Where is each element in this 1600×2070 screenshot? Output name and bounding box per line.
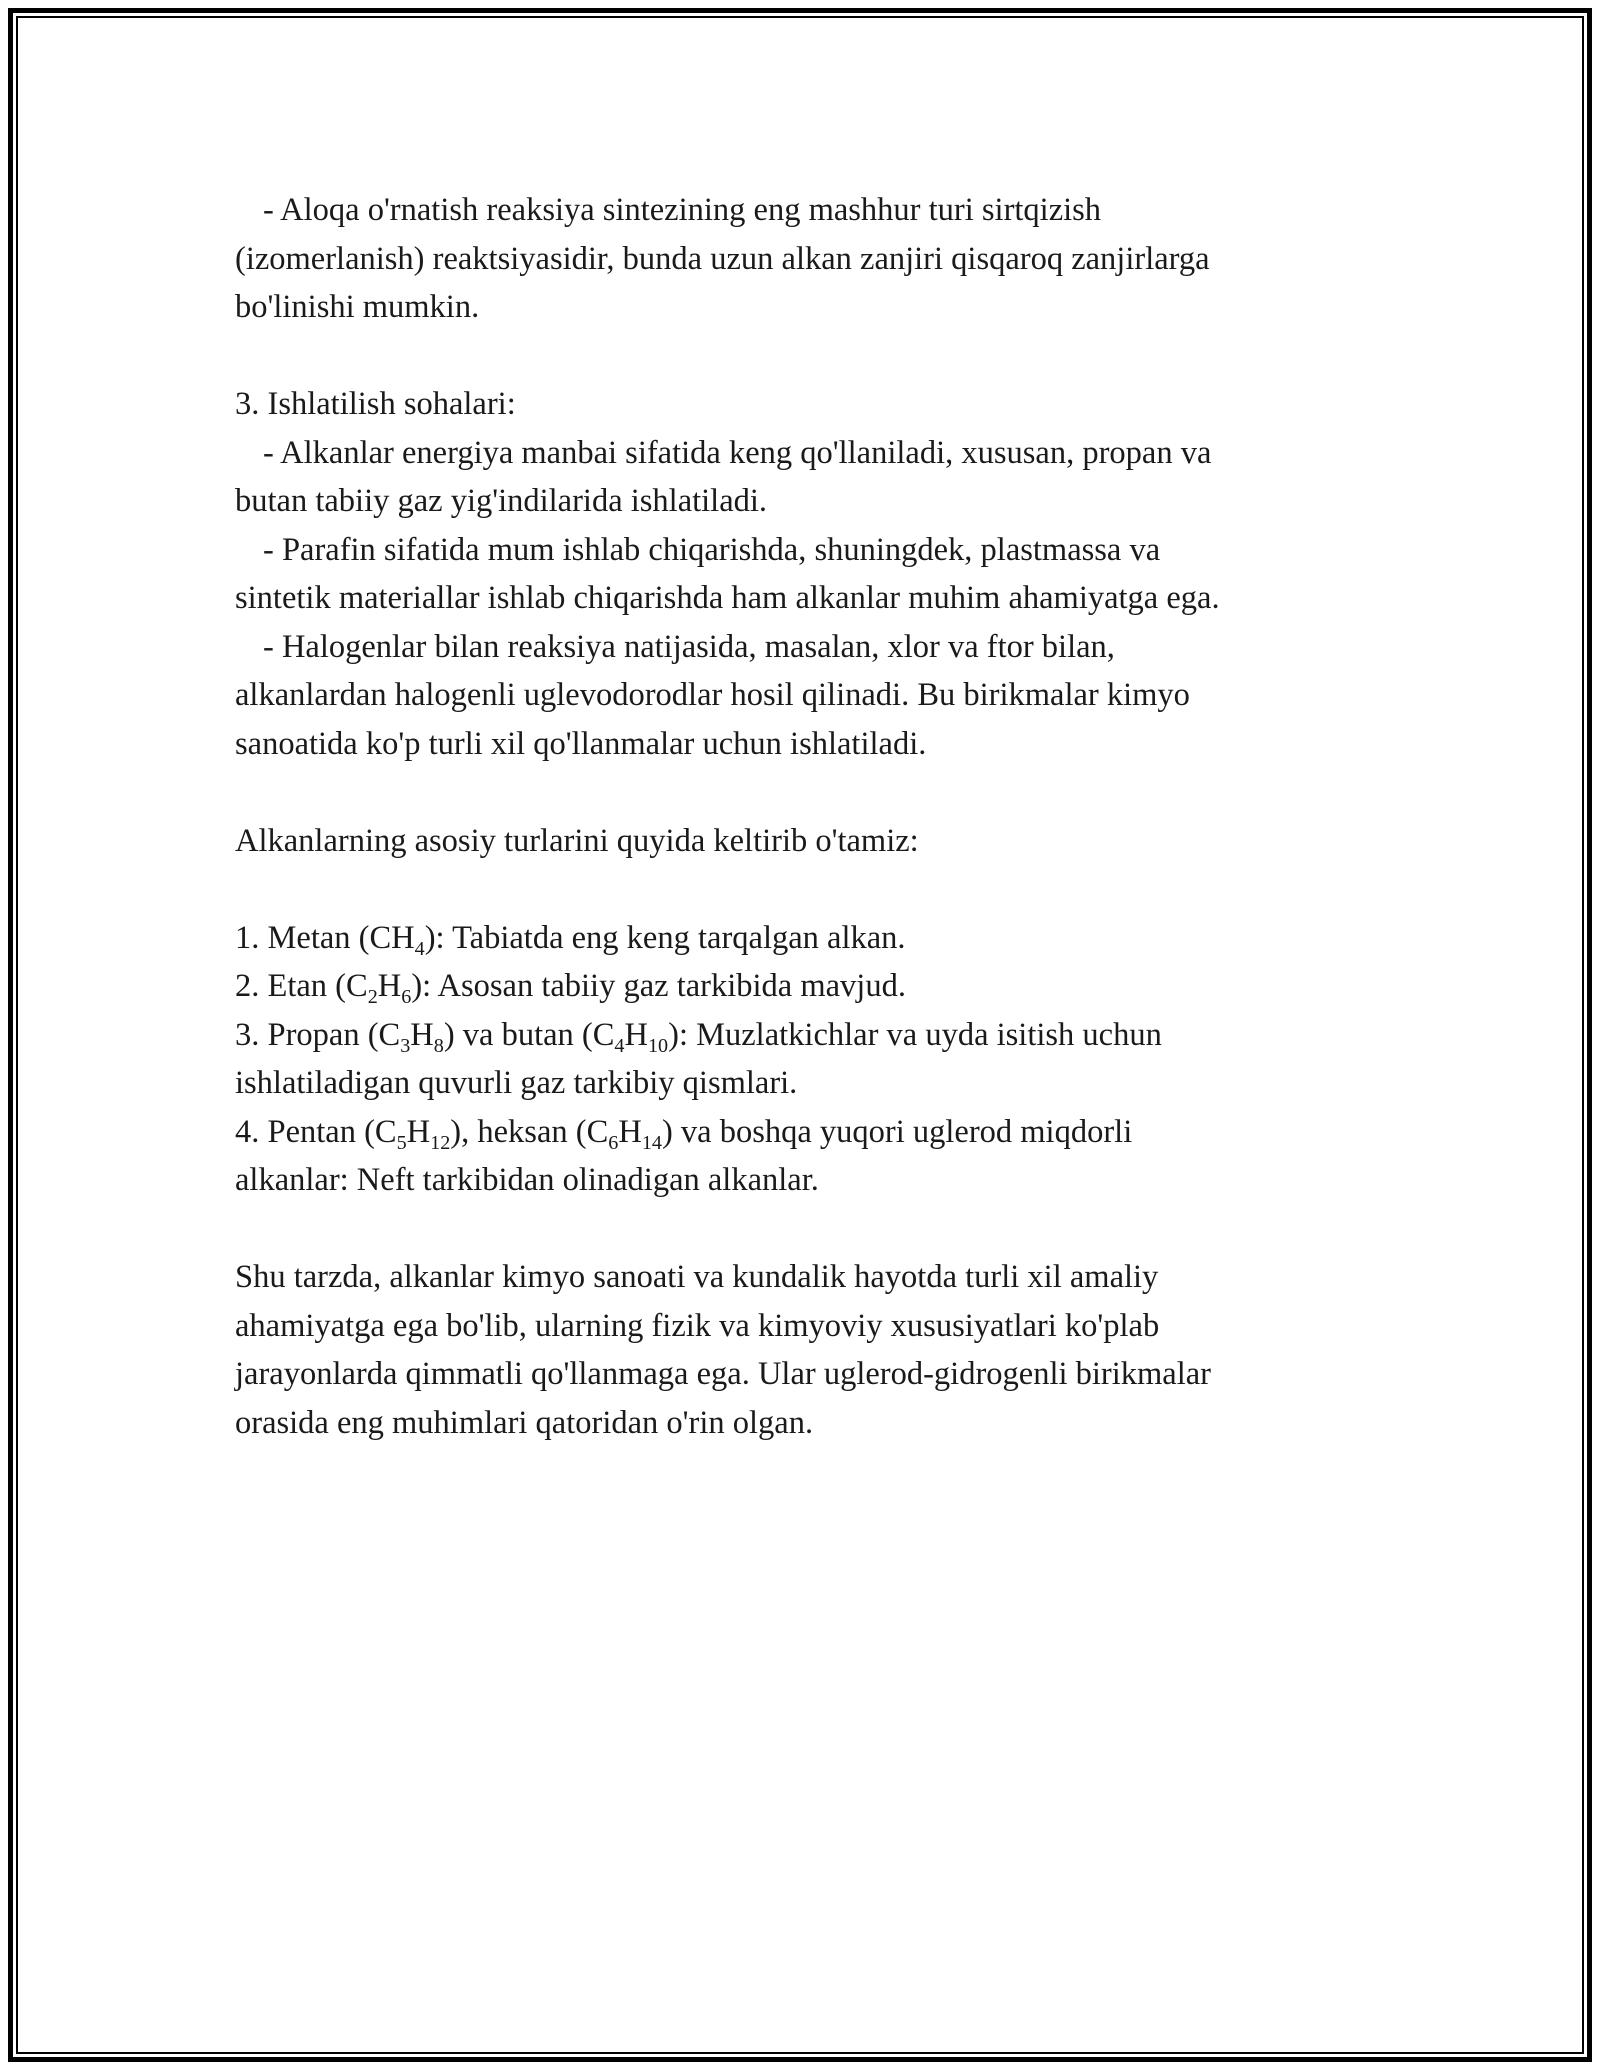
type-item-propan-butan: 3. Propan $(C_3H_8)$ va butan $(C_4H_{10})$: Muzlatkichlar va uyda isitish uchun — [235, 1016, 1162, 1057]
blank-line — [235, 768, 1365, 817]
type-item-pentan-heksan-line2: alkanlar: Neft tarkibidan olinadigan alkanlar. — [235, 1162, 819, 1198]
para1-line1: - Aloqa o'rnatish reaksiya sintezining eng mashhur turi sirtqizish — [263, 192, 1102, 228]
blank-line — [235, 332, 1365, 381]
blank-line — [235, 865, 1365, 914]
section3-bullet3-line1: - Halogenlar bilan reaksiya natijasida, masalan, xlor va ftor bilan, — [263, 628, 1115, 665]
conclusion-line4: orasida eng muhimlari qatoridan o'rin olgan. — [235, 1404, 814, 1441]
section3-bullet3-line3: sanoatida ko'p turli xil qo'llanmalar uchun ishlatiladi. — [235, 725, 927, 762]
conclusion-line3: jarayonlarda qimmatli qo'llanmaga ega. Ular uglerod-gidrogenli birikmalar — [235, 1356, 1211, 1392]
para1-line2: (izomerlanish) reaktsiyasidir, bunda uzun alkan zanjiri qisqaroq zanjirlarga — [235, 240, 1210, 277]
blank-line — [235, 1205, 1365, 1254]
para1-line3: bo'linishi mumkin. — [235, 289, 480, 325]
conclusion-line1: Shu tarzda, alkanlar kimyo sanoati va kundalik hayotda turli xil amaliy — [235, 1259, 1159, 1295]
type-item-propan-butan-line2: ishlatiladigan quvurli gaz tarkibiy qismlari. — [235, 1065, 798, 1101]
type-item-etan: 2. Etan $(C_2H_6)$: Asosan tabiiy gaz tarkibida mavjud. — [235, 968, 906, 1009]
section3-bullet1-line2: butan tabiiy gaz yig'indilarida ishlatiladi. — [235, 483, 768, 519]
document-body — [235, 186, 1365, 1447]
type-item-pentan-heksan: 4. Pentan $(C_5H_{12})$, heksan $(C_6H_{14})$ va boshqa yuqori uglerod miqdorli — [235, 1113, 1133, 1154]
types-intro: Alkanlarning asosiy turlarini quyida keltirib o'tamiz: — [235, 822, 919, 859]
section3-heading: 3. Ishlatilish sohalari: — [235, 386, 516, 422]
section3-bullet2-line2: sintetik materiallar ishlab chiqarishda ham alkanlar muhim ahamiyatga ega. — [235, 580, 1220, 616]
section3-bullet3-line2: alkanlardan halogenli uglevodorodlar hosil qilinadi. Bu birikmalar kimyo — [235, 677, 1190, 713]
conclusion-line2: ahamiyatga ega bo'lib, ularning fizik va kimyoviy xususiyatlari ko'plab — [235, 1307, 1160, 1344]
section3-bullet2-line1: - Parafin sifatida mum ishlab chiqarishda, shuningdek, plastmassa va — [263, 531, 1161, 568]
section3-bullet1-line1: - Alkanlar energiya manbai sifatida keng qo'llaniladi, xususan, propan va — [263, 434, 1212, 471]
type-item-metan: 1. Metan $(CH_4)$: Tabiatda eng keng tarqalgan alkan. — [235, 919, 906, 960]
